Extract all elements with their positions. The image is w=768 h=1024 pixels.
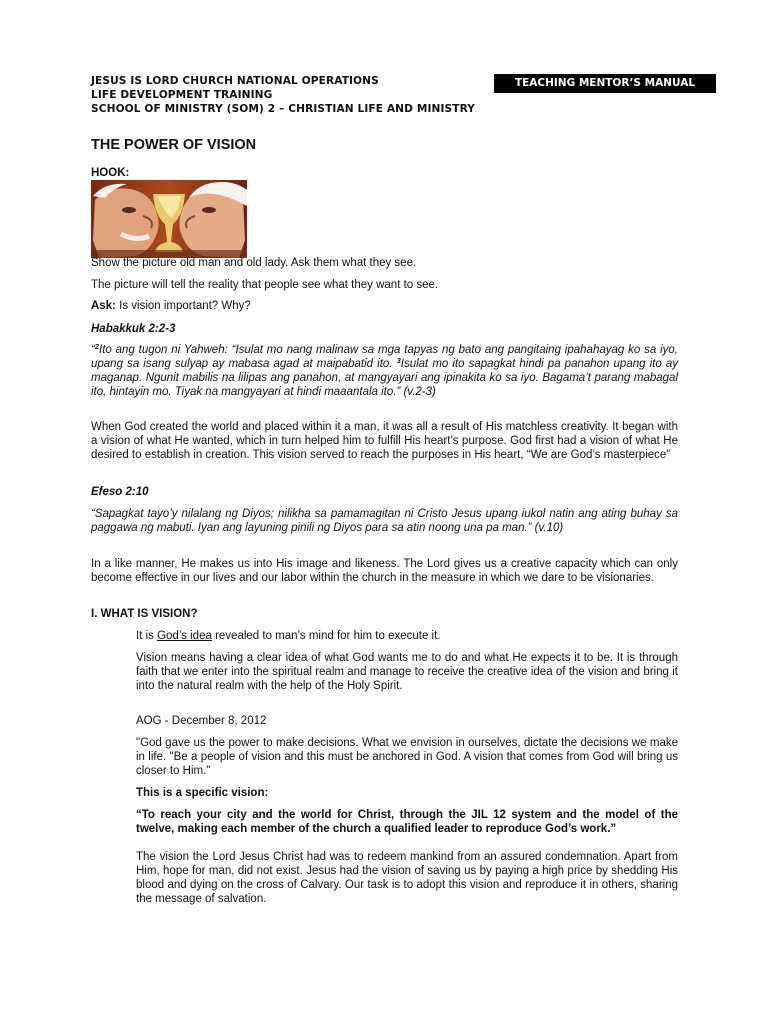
ask-label: Ask:	[91, 300, 116, 312]
hook-heading: HOOK:	[91, 167, 130, 179]
vision-meaning-paragraph: Vision means having a clear idea of what God wants me to do and what He expects it to be. It is through faith that we enter into the spiritual realm and manage to receive the creative idea of the vision and bring it into the natural realm with the help of the Holy Spirit.	[136, 652, 678, 692]
ask-line	[91, 300, 678, 314]
hook-reality: The picture will tell the reality that people see what they want to see.	[91, 279, 439, 291]
header-block	[91, 74, 475, 116]
habakkuk-text-b: Isulat mo ito sapagkat hindi pa panahon upang ito ay maganap. Ngunit mabilis na lilipas ang panahon, at mangyayari ang ipinakita ko sa iyo. Bagama’t parang mabagal ito, hintayin mo. Tiyak na mangyayari at hindi maaantala ito.” (v.2-3)	[91, 357, 678, 398]
section-heading-what-is-vision: I. WHAT IS VISION?	[91, 608, 198, 620]
redemption-paragraph: The vision the Lord Jesus Christ had was to redeem mankind from an assured condemnation. Apart from Him, hope for man, did not exist. Jesus had the vision of saving us by paying a high price by shedding His blood and dying on the cross of Calvary. Our task is to adopt this vision and reproduce it in others, sharing the message of salvation.	[136, 851, 678, 905]
definition-suffix: revealed to man’s mind for him to execute it.	[211, 630, 441, 642]
course-name: SCHOOL OF MINISTRY (SOM) 2 – CHRISTIAN LIFE AND MINISTRY	[91, 103, 476, 115]
quote-mark: “	[91, 344, 95, 356]
program-name: LIFE DEVELOPMENT TRAINING	[91, 89, 273, 101]
definition-prefix: It is	[136, 630, 158, 642]
specific-vision-label: This is a specific vision:	[136, 787, 269, 799]
efeso-quote: “Sapagkat tayo’y nilalang ng Diyos; nilikha sa pamamagitan ni Cristo Jesus upang iukol natin ang ating buhay sa paggawa ng mabuti. Iyan ang layuning pinili ng Diyos para sa atin noong una pa man.” (v.10)	[91, 508, 678, 534]
lesson-title: THE POWER OF VISION	[91, 137, 257, 153]
verse-number-3: 3	[396, 355, 401, 365]
org-name: JESUS IS LORD CHURCH NATIONAL OPERATIONS	[91, 75, 379, 87]
aog-quote: "God gave us the power to make decisions. What we envision in ourselves, dictate the decisions we make in life. "Be a people of vision and this must be anchored in God. A vision that comes from God will bring us closer to Him."	[136, 737, 678, 777]
habakkuk-quote	[91, 344, 678, 400]
specific-vision-statement: “To reach your city and the world for Christ, through the JIL 12 system and the model of the twelve, making each member of the church a qualified leader to reproduce God’s work.”	[136, 809, 678, 835]
old-man-old-lady-illusion-image	[91, 180, 247, 258]
creation-paragraph: When God created the world and placed within it a man, it was all a result of His matchless creativity. It began with a vision of what He wanted, which in turn helped him to fulfill His heart’s purpose. God first had a vision of what He desired to establish in creation. This vision served to reach the purposes in His heart, “We are God’s masterpiece”	[91, 421, 678, 461]
likeness-paragraph: In a like manner, He makes us into His image and likeness. The Lord gives us a creative capacity which can only become effective in our lives and our labor within the church in the measure in which we dare to be visionaries.	[91, 558, 678, 584]
habakkuk-text-a: Ito ang tugon ni Yahweh: “Isulat mo nang malinaw sa mga tapyas ng bato ang pangitaing ipahahayag ko sa iyo, upang sa isang sulyap ay mabasa agad at maipabatid ito.	[91, 344, 678, 370]
vision-definition	[136, 630, 678, 644]
habakkuk-reference: Habakkuk 2:2-3	[91, 323, 176, 335]
efeso-reference: Efeso 2:10	[91, 486, 149, 498]
ask-question: Is vision important? Why?	[115, 300, 251, 312]
aog-date: AOG - December 8, 2012	[136, 715, 267, 727]
verse-number-2: 2	[94, 342, 100, 351]
hook-instruction: Show the picture old man and old lady. Ask them what they see.	[91, 257, 417, 269]
gods-idea-underlined: God’s idea	[157, 630, 212, 642]
manual-badge: TEACHING MENTOR’S MANUAL	[494, 74, 716, 93]
